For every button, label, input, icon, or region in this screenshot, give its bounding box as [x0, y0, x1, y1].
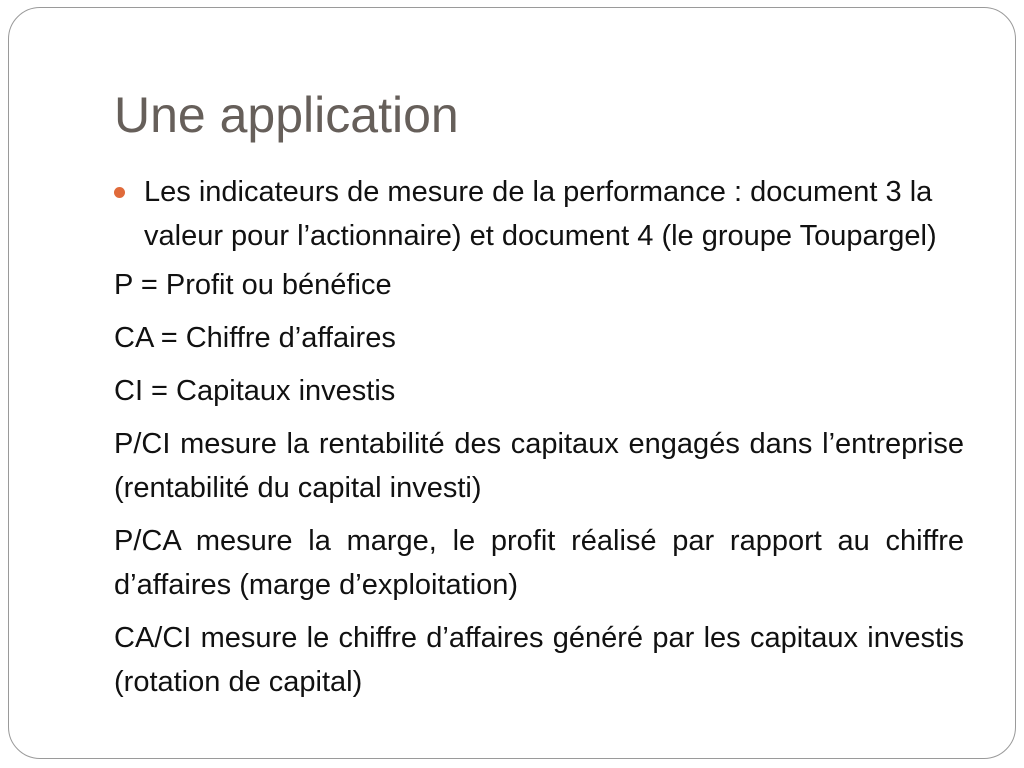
bullet-dot-icon: [114, 187, 125, 198]
definition-chiffre-affaires: CA = Chiffre d’affaires: [114, 322, 396, 354]
ratio-ca-ci: CA/CI mesure le chiffre d’affaires généré par les capitaux investis (rotation de capital): [114, 622, 964, 698]
slide-title: Une application: [114, 87, 459, 143]
bullet-item: [114, 170, 964, 258]
definition-capitaux-investis: CI = Capitaux investis: [114, 375, 396, 407]
definition-profit: P = Profit ou bénéfice: [114, 269, 392, 301]
ratio-p-ca: P/CA mesure la marge, le profit réalisé par rapport au chiffre d’affaires (marge d’exploitation): [114, 525, 964, 601]
slide-body: [114, 170, 964, 713]
ratio-p-ci: P/CI mesure la rentabilité des capitaux engagés dans l’entreprise (rentabilité du capital investi): [114, 428, 964, 504]
bullet-text: Les indicateurs de mesure de la performance : document 3 la valeur pour l’actionnaire) et document 4 (le groupe Toupargel): [144, 176, 937, 252]
